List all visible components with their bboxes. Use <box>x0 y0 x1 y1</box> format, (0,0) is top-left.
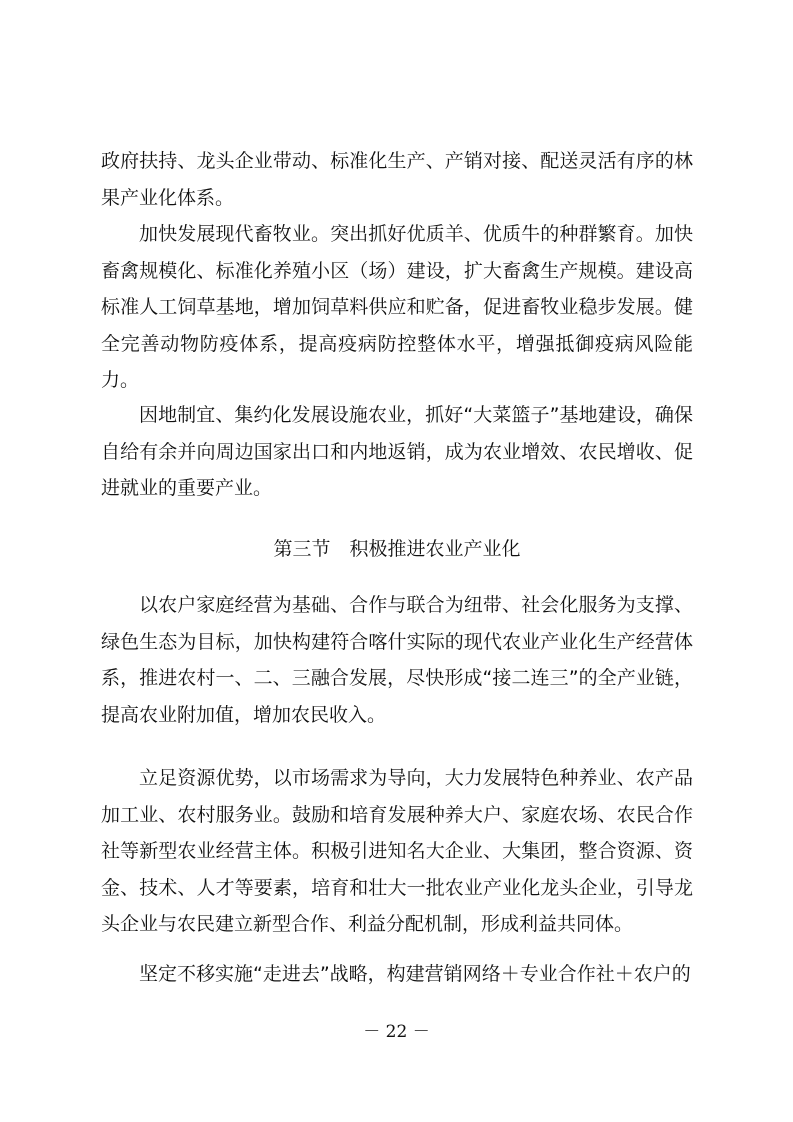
section-heading: 第三节 积极推进农业产业化 <box>273 538 521 560</box>
paragraph-going-out-strategy: 坚定不移实施“走进去”战略，构建营销网络＋专业合作社＋农户的 <box>139 963 691 985</box>
paragraph-resource-advantage: 立足资源优势，以市场需求为导向，大力发展特色种养业、农产品加工业、农村服务业。鼓励和培育发展种养大户、家庭农场、农民合作社等新型农业经营主体。积极引进知名大企业、大集团，整合资源、资金、技术、人才等要素，培育和壮大一批农业产业化龙头企业，引导龙头企业与农民建立新型合作、利益分配机制，形成利益共同体。 <box>101 767 693 935</box>
paragraph-forestry-system: 政府扶持、龙头企业带动、标准化生产、产销对接、配送灵活有序的林果产业化体系。 <box>101 150 693 209</box>
paragraph-industrialization-basis: 以农户家庭经营为基础、合作与联合为纽带、社会化服务为支撑、绿色生态为目标，加快构建符合喀什实际的现代农业产业化生产经营体系，推进农村一、二、三融合发展，尽快形成“接二连三”的全产业链，提高农业附加值，增加农民收入。 <box>101 594 693 726</box>
paragraph-facility-agriculture: 因地制宜、集约化发展设施农业，抓好“大菜篮子”基地建设，确保自给有余并向周边国家出口和内地返销，成为农业增效、农民增收、促进就业的重要产业。 <box>101 404 693 499</box>
paragraph-animal-husbandry: 加快发展现代畜牧业。突出抓好优质羊、优质牛的种群繁育。加快畜禽规模化、标准化养殖小区（场）建设，扩大畜禽生产规模。建设高标准人工饲草基地，增加饲草料供应和贮备，促进畜牧业稳步发展。健全完善动物防疫体系，提高疫病防控整体水平，增强抵御疫病风险能力。 <box>101 223 693 391</box>
page-number: － 22 － <box>363 1022 430 1042</box>
